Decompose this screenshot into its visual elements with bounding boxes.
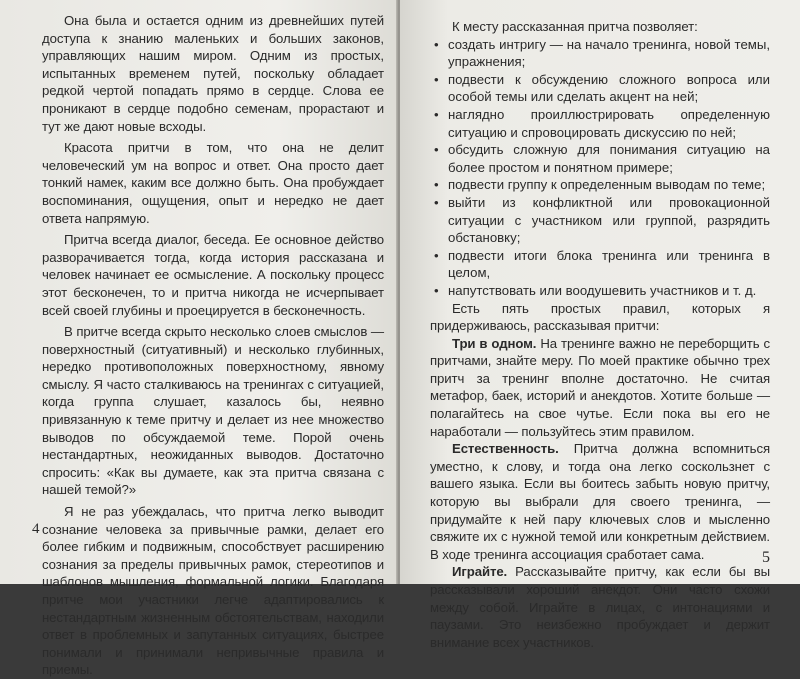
list-item: • выйти из конфликтной или провокационной ситуации с участником или группой, разрядить обстановку; — [430, 194, 770, 247]
rule-text: На тренинге важно не переборщить с притчами, знайте меру. По моей практике обычно трех притч за тренинг вполне достаточно. Не считая метафор, баек, историй и анекдотов. Хотите больше — полагайтесь на свое чутье. Если пока вы его не наработали — пользуйтесь этим правилом. — [430, 335, 770, 439]
rule-text: Притча должна вспомниться уместно, к слову, и тогда она легко соскользнет с вашего языка. Если вы боитесь забыть новую притчу, которую вы выбрали для своего тренинга, — придумайте к ней пару ключевых слов и мысленно свяжите их с нужной темой или конкретным действием. В ходе тренинга ассоциация сработает сама. — [430, 441, 770, 562]
paragraph: Я не раз убеждалась, что притча легко выводит сознание человека за привычные рамки, делает его более гибким и подвижным, способствует расширению сознания за пределы привычных рамок, стереотипов и шаблонов мышления, формальной логики. Благодаря притче мои участники легче адаптировались к нестандартным жизненным обстоятельствам, находили ответ в проблемных и запутанных ситуациях, быстрее понимали и принимали непривычные правила и приемы. — [42, 504, 384, 678]
rules-intro: Есть пять простых правил, которых я придерживаюсь, рассказывая притчи: — [430, 300, 770, 334]
list-intro: К месту рассказанная притча позволяет: — [452, 19, 698, 34]
list-item: • подвести группу к определенным выводам по теме; — [430, 176, 770, 194]
paragraph: Красота притчи в том, что она не делит человеческий ум на вопрос и ответ. Она просто дает тонкий намек, каким все должно быть. Она пробуждает воспоминания, ощущения, опыт и нередко не дает ответа напрямую. — [42, 140, 384, 226]
paragraph: Притча всегда диалог, беседа. Ее основное действо разворачивается тогда, когда история рассказана и человек начинает ее осмысление. А поскольку процесс этот бесконечен, то и притча никогда не исчерпывает всей своей глубины и проецируется в бесконечность. — [42, 232, 384, 318]
list-item: • подвести к обсуждению сложного вопроса или особой темы или сделать акцент на ней; — [430, 71, 770, 106]
list-item: • создать интригу — на начало тренинга, новой темы, упражнения; — [430, 36, 770, 71]
list-item: • обсудить сложную для понимания ситуацию на более простом и понятном примере; — [430, 141, 770, 176]
rule-title: Три в одном. — [452, 335, 537, 351]
rule-paragraph — [430, 335, 770, 441]
list-item: • подвести итоги блока тренинга или тренинга в целом, — [430, 247, 770, 282]
rule-text: Рассказывайте притчу, как если бы вы рассказывали хороший анекдот. Они часто схожи между собой. Играйте в лицах, с интонациями и паузами. Это неизбежно пробуждает и держит внимание всех участников. — [430, 564, 770, 650]
page-number: 5 — [762, 549, 770, 566]
list-item: • напутствовать или воодушевить участников и т. д. — [430, 282, 770, 300]
rule-title: Играйте. — [452, 564, 508, 580]
rule-paragraph — [430, 563, 770, 651]
paragraph: В притче всегда скрыто несколько слоев смыслов — поверхностный (ситуативный) и несколько глубинных, нередко противоположных поверхностному, явному смыслу. Я часто сталкиваюсь на тренингах с ситуацией, когда группа слушает, казалось бы, неявно привязанную к теме притчу и делает из нее множество выводов по обсуждаемой теме. Порой очень нестандартных, неожиданных выводов. Достаточно спросить: «Как вы думаете, как эта притча связана с нашей темой?» — [42, 324, 384, 498]
rule-title: Естественность. — [452, 441, 559, 457]
paragraph: Она была и остается одним из древнейших путей доступа к знанию маленьких и больших законов, управляющих нашим миром. Одним из простых, испытанных временем путей, поскольку обладает редкой чертой попадать прямо в сердце. Слова ее проникают в сердце подобно семенам, прорастают и тут же дают новые всходы. — [42, 13, 384, 134]
right-page — [400, 0, 800, 650]
list-item: • наглядно проиллюстрировать определенную ситуацию и спровоцировать дискуссию по ней; — [430, 106, 770, 141]
left-page — [0, 0, 398, 678]
page-number: 4 — [32, 521, 40, 537]
bullet-list — [430, 36, 770, 300]
rule-paragraph — [430, 440, 770, 563]
